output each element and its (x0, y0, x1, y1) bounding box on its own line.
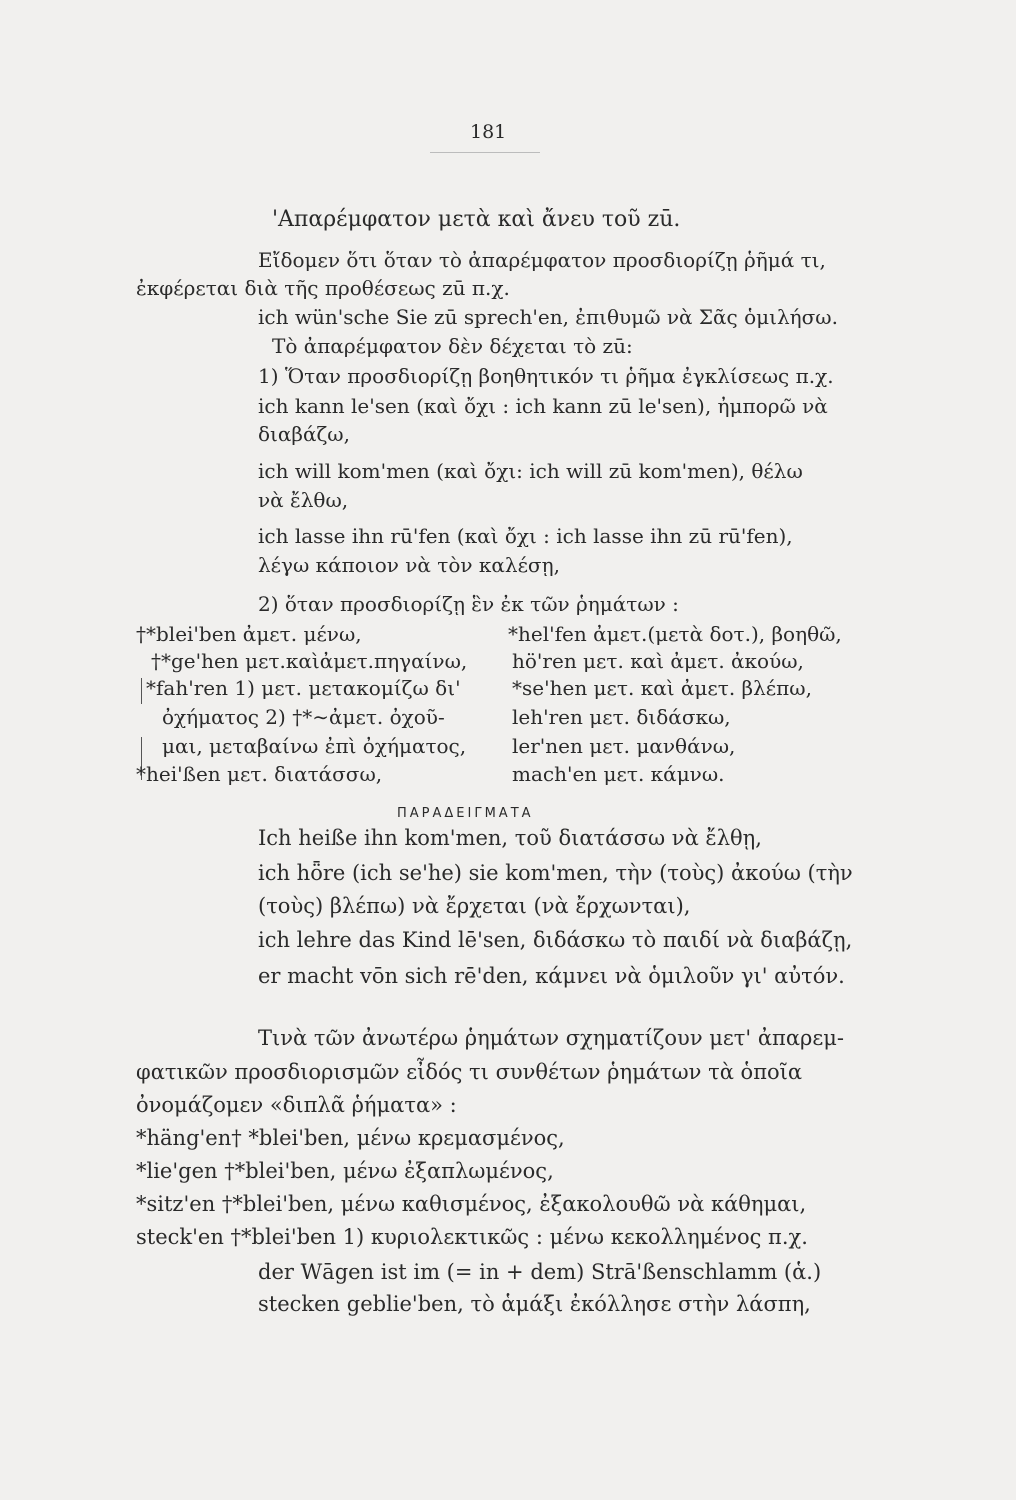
example-line: (τοὺς) βλέπω) νὰ ἔρχεται (νὰ ἔρχωνται), (258, 894, 691, 918)
example-line: ich hȫre (ich se'he) sie kom'men, τὴν (τοὺς) ἀκούω (τὴν (258, 861, 853, 885)
paragraph-line: ὀνομάζομεν «διπλᾶ ῥήματα» : (136, 1093, 457, 1117)
verb-right: leh'ren μετ. διδάσκω, (512, 705, 731, 729)
example-line: ich lehre das Kind lē'sen, διδάσκω τὸ παιδί νὰ διαβάζῃ, (258, 928, 853, 952)
page-number-rule (430, 152, 540, 153)
example-line: Ich heiße ihn kom'men, τοῦ διατάσσω νὰ ἔλθῃ, (258, 826, 762, 850)
paragraph-line: *häng'en† *blei'ben, μένω κρεμασμένος, (136, 1126, 565, 1150)
bracket-line (141, 678, 142, 704)
verb-right: *se'hen μετ. καὶ ἀμετ. βλέπω, (512, 676, 812, 700)
verb-right: *hel'fen ἀμετ.(μετὰ δοτ.), βοηθῶ, (508, 622, 842, 646)
intro-line: 1) Ὅταν προσδιορίζῃ βοηθητικόν τι ῥῆμα ἐγκλίσεως π.χ. (258, 364, 834, 388)
intro-line: ἐκφέρεται διὰ τῆς προθέσεως zū π.χ. (136, 276, 510, 300)
intro-line: ich wün'sche Sie zū sprech'en, ἐπιθυμῶ νὰ Σᾶς ὁμιλήσω. (258, 305, 838, 329)
verb-right: mach'en μετ. κάμνω. (512, 762, 725, 786)
intro-line: διαβάζω, (258, 422, 350, 446)
intro-line: λέγω κάποιον νὰ τὸν καλέσῃ, (258, 553, 560, 577)
paragraph-line: Τινὰ τῶν ἀνωτέρω ῥημάτων σχηματίζουν μετ' ἀπαρεμ- (258, 1026, 844, 1050)
verb-left: μαι, μεταβαίνω ἐπὶ ὀχήματος, (162, 734, 467, 758)
paragraph-line: φατικῶν προσδιορισμῶν εἶδός τι συνθέτων ῥημάτων τὰ ὁποῖα (136, 1060, 803, 1084)
examples-heading: ΠΑΡΑΔΕΙΓΜΑΤΑ (397, 806, 534, 821)
verb-right: hö'ren μετ. καὶ ἀμετ. ἀκούω, (512, 649, 804, 673)
paragraph-line: der Wāgen ist im (= in + dem) Strā'ßenschlamm (ἁ.) (258, 1260, 822, 1284)
verb-left: †*blei'ben ἀμετ. μένω, (136, 622, 362, 646)
verb-right: ler'nen μετ. μανθάνω, (512, 734, 736, 758)
intro-line: ich lasse ihn rū'fen (καὶ ὄχι : ich lasse ihn zū rū'fen), (258, 524, 793, 548)
verb-left: †*ge'hen μετ.καὶἀμετ.πηγαίνω, (151, 649, 468, 673)
intro-line: Εἴδομεν ὅτι ὅταν τὸ ἀπαρέμφατον προσδιορίζῃ ῥῆμά τι, (258, 248, 826, 272)
intro-line: Τὸ ἀπαρέμφατον δὲν δέχεται τὸ zū: (272, 334, 633, 358)
page-number: 181 (470, 121, 507, 143)
verb-left: ὀχήματος 2) †*∼ἀμετ. ὀχοῦ- (162, 705, 445, 729)
intro-line: νὰ ἔλθω, (258, 488, 349, 512)
intro-line: ich will kom'men (καὶ ὄχι: ich will zū kom'men), θέλω (258, 459, 803, 483)
paragraph-line: *lie'gen †*blei'ben, μένω ἐξαπλωμένος, (136, 1159, 554, 1183)
verb-left: *hei'ßen μετ. διατάσσω, (136, 762, 383, 786)
example-line: er macht vōn sich rē'den, κάμνει νὰ ὁμιλοῦν γι' αὐτόν. (258, 964, 845, 988)
paragraph-line: *sitz'en †*blei'ben, μένω καθισμένος, ἐξακολουθῶ νὰ κάθημαι, (136, 1192, 807, 1216)
intro-line: 2) ὅταν προσδιορίζῃ ἓν ἐκ τῶν ῥημάτων : (258, 592, 679, 616)
verb-left: *fah'ren 1) μετ. μετακομίζω δι' (146, 676, 461, 700)
intro-line: ich kann le'sen (καὶ ὄχι : ich kann zū le'sen), ἠμπορῶ νὰ (258, 394, 828, 418)
section-heading: 'Απαρέμφατον μετὰ καὶ ἄνευ τοῦ zū. (272, 207, 681, 232)
paragraph-line: stecken geblie'ben, τὸ ἁμάξι ἐκόλλησε στὴν λάσπη, (258, 1292, 811, 1316)
paragraph-line: steck'en †*blei'ben 1) κυριολεκτικῶς : μένω κεκολλημένος π.χ. (136, 1225, 808, 1249)
